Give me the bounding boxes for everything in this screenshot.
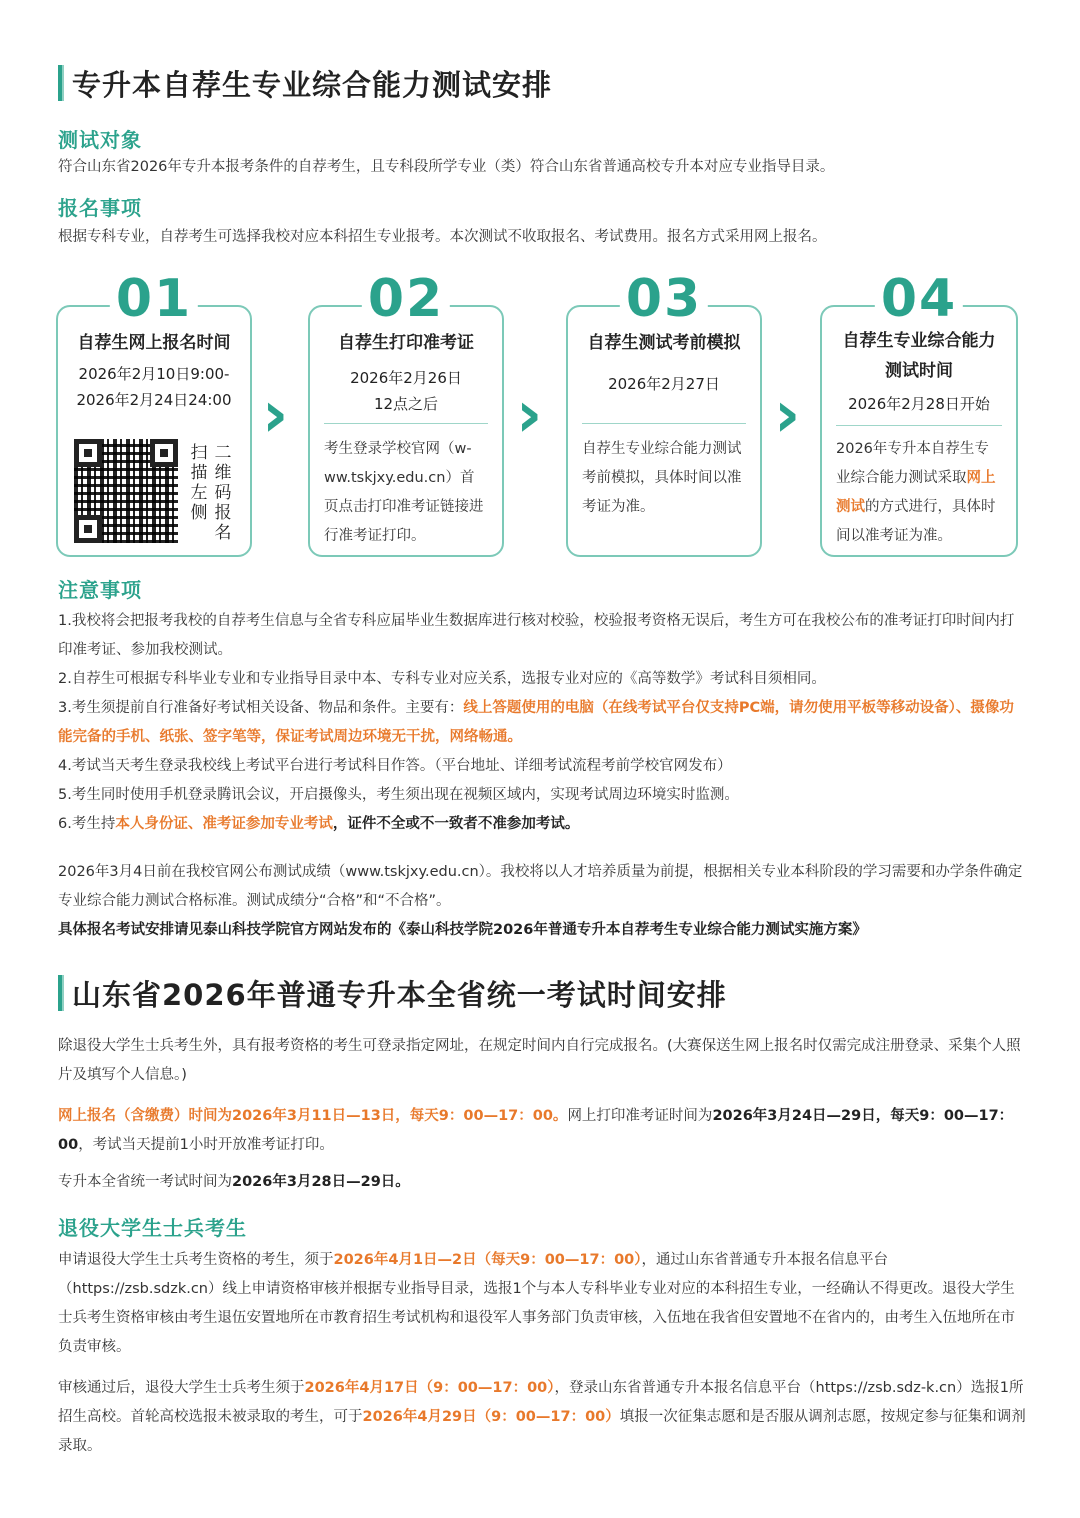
note-1: 1.我校将会把报考我校的自荐考生信息与全省专科应届毕业生数据库进行核对校验，校验报考资格无误后，考生方可在我校公布的准考证打印时间内打印准考证、参加我校测试。	[58, 613, 1015, 658]
registration-highlight: 网上报名（含缴费）时间为2026年3月11日—13日，每天9：00—17：00。	[58, 1108, 568, 1124]
veterans-p2-highlight1: 2026年4月17日（9：00—17：00）	[304, 1380, 555, 1396]
veterans-paragraph-2	[58, 1374, 1026, 1461]
step-number: 04	[875, 269, 963, 329]
detail-text: 具体报名考试安排请见泰山科技学院官方网站发布的《泰山科技学院2026年普通专升本自荐考生专业综合能力测试实施方案》	[58, 922, 867, 938]
veterans-p1-highlight: 2026年4月1日—2日（每天9：00—17：00）	[333, 1252, 642, 1268]
section2-title	[58, 972, 727, 1014]
section1-title-text: 专升本自荐生专业综合能力测试安排	[72, 67, 553, 102]
note-6-highlight: 本人身份证、准考证参加专业考试	[115, 816, 333, 832]
step-desc-part2: 的方式进行，具体时间以准考证为准。	[836, 499, 996, 544]
step-time-date: 2026年2月28日开始	[848, 395, 990, 413]
exam-time-label: 专升本全省统一考试时间为	[58, 1174, 232, 1190]
chevron-right-icon: ›	[774, 378, 801, 452]
step-desc-part1: 2026年专升本自荐生专业综合能力测试采取	[836, 441, 989, 486]
step-desc: 自荐生专业综合能力测试考前模拟，具体时间以准考证为准。	[582, 441, 742, 515]
section2-intro: 除退役大学生士兵考生外，具有报考资格的考生可登录指定网址，在规定时间内自行完成报名。(大赛保送生网上报名时仅需完成注册登录、采集个人照片及填写个人信息。)	[58, 1038, 1021, 1083]
chevron-right-icon: ›	[262, 378, 289, 452]
step-card-04	[820, 269, 1018, 557]
step-time-end: 2026年2月24日24:00	[76, 391, 232, 409]
registration-part2: ，考试当天提前1小时开放准考证打印。	[78, 1137, 334, 1153]
qr-label-col1: 扫描左侧	[190, 443, 208, 523]
section2-title-text: 山东省2026年普通专升本全省统一考试时间安排	[72, 977, 727, 1012]
note-3-highlight: 线上答题使用的电脑（在线考试平台仅支持PC端，请勿使用平板等移动设备）、摄像功能完备的手机、纸张、签字笔等，保证考试周边环境无干扰，网络畅通。	[58, 700, 1014, 745]
note-4: 4.考试当天考生登录我校线上考试平台进行考试科目作答。（平台地址、详细考试流程考前学校官网发布）	[58, 758, 732, 774]
note-3-part1: 3.考生须提前自行准备好考试相关设备、物品和条件。主要有：	[58, 700, 464, 716]
veterans-p1-part1: 申请退役大学生士兵考生资格的考生，须于	[58, 1252, 334, 1268]
step-number: 02	[362, 269, 450, 329]
step-card-02	[308, 269, 504, 557]
step-time-start: 2026年2月10日9:00-	[78, 365, 230, 383]
signup-heading: 报名事项	[58, 196, 142, 220]
note-6	[58, 810, 1026, 839]
step-title: 自荐生网上报名时间	[77, 333, 231, 353]
note-3	[58, 694, 1026, 752]
step-time-date: 2026年2月26日	[350, 369, 462, 387]
title-accent-bar	[58, 65, 64, 101]
title-accent-bar	[58, 975, 64, 1011]
signup-text: 根据专科专业，自荐考生可选择我校对应本科招生专业报考。本次测试不收取报名、考试费用。报名方式采用网上报名。	[58, 229, 827, 245]
step-desc: 考生登录学校官网（w-ww.tskjxy.edu.cn）首页点击打印准考证链接进行准考证打印。	[324, 441, 484, 544]
step-card-03	[566, 269, 762, 557]
chevron-right-icon: ›	[516, 378, 543, 452]
step-desc	[836, 435, 1002, 551]
divider	[324, 423, 488, 424]
step-title-line1: 自荐生专业综合能力	[842, 331, 996, 351]
step-time-date: 2026年2月27日	[608, 375, 720, 393]
divider	[582, 423, 746, 424]
qr-code-icon[interactable]	[74, 439, 178, 543]
section1-title	[58, 62, 552, 104]
registration-bold: 2026年3月24日—29日，每天9：00—17：00	[58, 1108, 1014, 1153]
target-heading: 测试对象	[58, 128, 142, 152]
step-card-01	[56, 269, 252, 557]
note-6-part1: 6.考生持	[58, 816, 116, 832]
step-title-line2: 测试时间	[885, 361, 953, 381]
veterans-p2-highlight2: 2026年4月29日（9：00—17：00）	[362, 1409, 620, 1425]
note-6-part2: ，证件不全或不一致者不准参加考试。	[332, 816, 580, 832]
note-5: 5.考生同时使用手机登录腾讯会议，开启摄像头，考生须出现在视频区域内，实现考试周边环境实时监测。	[58, 787, 739, 803]
result-text: 2026年3月4日前在我校官网公布测试成绩（www.tskjxy.edu.cn）。我校将以人才培养质量为前提，根据相关专业本科阶段的学习需要和办学条件确定专业综合能力测试合格标准。测试成绩分“合格”和“不合格”。	[58, 864, 1023, 909]
veterans-paragraph-1	[58, 1246, 1026, 1362]
step-number: 03	[620, 269, 708, 329]
qr-label-col2: 二维码报名	[214, 443, 232, 543]
note-2: 2.自荐生可根据专科毕业专业和专业指导目录中本、专科专业对应关系，选报专业对应的《高等数学》考试科目须相同。	[58, 671, 826, 687]
veterans-p1-part2: ，通过山东省普通专升本报名信息平台（https://zsb.sdzk.cn）线上申请资格审核并根据专业指导目录，选报1个与本人专科毕业专业对应的本科招生专业，一经确认不得更改。退役大学生士兵考生资格审核由考生退伍安置地所在市教育招生考试机构和退役军人事务部门负责审核，入伍地在我省但安置地不在省内的，由考生入伍地所在市负责审核。	[58, 1252, 1015, 1355]
step-time-hour: 12点之后	[373, 395, 439, 413]
exam-time-value: 2026年3月28日—29日。	[232, 1174, 410, 1190]
veterans-p2-part3: 填报一次征集志愿和是否服从调剂志愿，按规定参与征集和调剂录取。	[58, 1409, 1026, 1454]
notes-heading: 注意事项	[58, 578, 142, 602]
divider	[836, 425, 1002, 426]
step-title: 自荐生测试考前模拟	[587, 333, 741, 353]
step-desc-highlight: 网上测试	[836, 470, 996, 515]
target-text: 符合山东省2026年专升本报考条件的自荐考生，且专科段所学专业（类）符合山东省普通高校专升本对应专业指导目录。	[58, 159, 835, 175]
veterans-p2-part1: 审核通过后，退役大学生士兵考生须于	[58, 1380, 305, 1396]
registration-part1: 网上打印准考证时间为	[567, 1108, 713, 1124]
registration-info	[58, 1102, 1026, 1160]
exam-time	[58, 1168, 1026, 1197]
veterans-heading: 退役大学生士兵考生	[58, 1216, 247, 1240]
veterans-p2-part2: ，登录山东省普通专升本报名信息平台（https://zsb.sdz-k.cn）选报1所招生高校。首轮高校选报未被录取的考生，可于	[58, 1380, 1024, 1425]
step-title: 自荐生打印准考证	[338, 333, 474, 353]
step-number: 01	[110, 269, 198, 329]
